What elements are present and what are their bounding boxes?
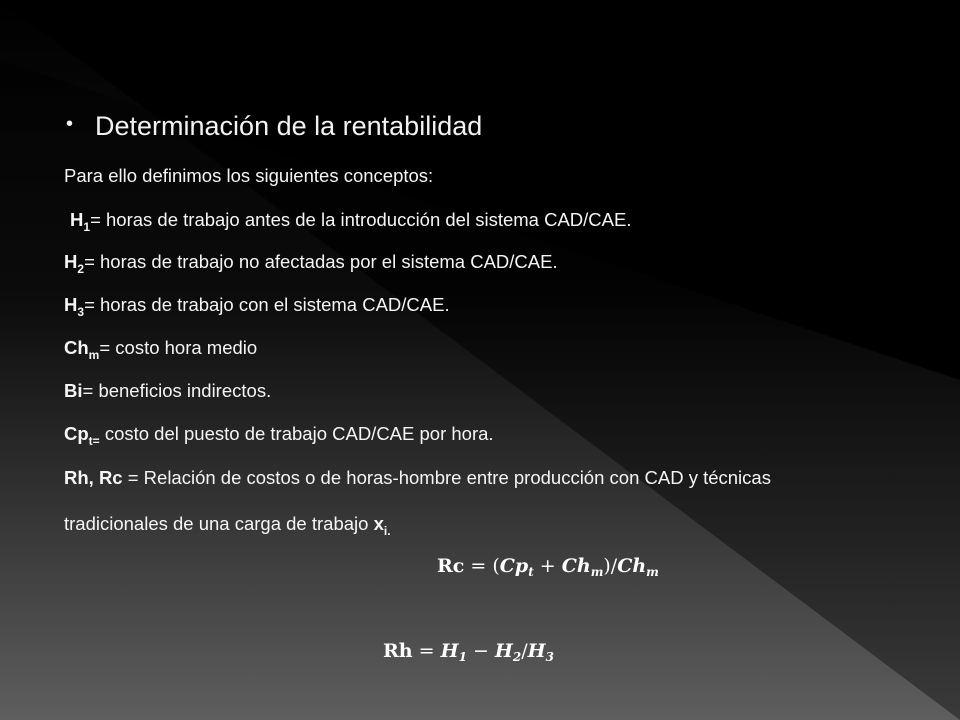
formula-op: / <box>521 640 528 662</box>
formula-term: Ch <box>617 555 647 577</box>
formula-subscript: 3 <box>545 650 554 664</box>
definition-bi <box>64 379 271 403</box>
definition-subscript: 3 <box>77 305 85 319</box>
definition-h3 <box>64 293 450 317</box>
formula-subscript: m <box>646 565 659 579</box>
definition-rh-rc <box>64 466 771 490</box>
definition-text: = costo hora medio <box>99 337 258 358</box>
definition-h2 <box>64 250 558 274</box>
definition-continuation <box>64 512 391 536</box>
definition-symbol: Bi <box>64 380 83 401</box>
definition-symbol: Ch <box>64 337 89 358</box>
formula-subscript: m <box>590 565 604 579</box>
definition-text: = horas de trabajo antes de la introducción del sistema CAD/CAE. <box>90 209 632 230</box>
definition-text: = beneficios indirectos. <box>82 380 272 401</box>
definition-symbol: Rh, Rc <box>64 467 123 488</box>
definition-symbol: H <box>64 294 78 315</box>
definition-symbol: H <box>70 209 84 230</box>
definition-subscript: 2 <box>77 262 85 276</box>
definition-text: costo del puesto de trabajo CAD/CAE por hora. <box>99 423 494 444</box>
definition-subscript: t= <box>88 434 100 448</box>
definition-symbol: Cp <box>64 423 89 444</box>
formula-op: + <box>533 555 562 577</box>
formula-term: H <box>494 640 513 662</box>
formula-op: )/ <box>603 555 618 577</box>
formula-lhs: Rh <box>383 640 413 662</box>
continuation-subscript: i. <box>383 524 391 538</box>
continuation-symbol: x <box>373 513 384 534</box>
formula-op: − <box>466 640 495 662</box>
definition-subscript: 1 <box>83 220 91 234</box>
formula-op: = ( <box>464 555 500 577</box>
heading-bullet <box>66 106 482 146</box>
definition-text: = Relación de costos o de horas-hombre entre producción con CAD y técnicas <box>122 467 771 488</box>
formula-term: Cp <box>499 555 529 577</box>
formula-term: H <box>440 640 459 662</box>
definition-chm <box>64 336 257 360</box>
formula-subscript: 2 <box>512 650 522 664</box>
bullet-glyph: • <box>66 113 74 135</box>
definition-symbol: H <box>64 251 78 272</box>
formula-op: = <box>412 640 441 662</box>
definition-text: = horas de trabajo no afectadas por el sistema CAD/CAE. <box>84 251 558 272</box>
formula-rc <box>437 555 659 577</box>
definition-text: = horas de trabajo con el sistema CAD/CAE. <box>84 294 450 315</box>
formula-subscript: 1 <box>458 650 467 664</box>
formula-rh <box>383 640 554 662</box>
definition-h1 <box>70 208 631 232</box>
continuation-text: tradicionales de una carga de trabajo <box>64 513 374 534</box>
formula-term: Ch <box>561 555 591 577</box>
formula-lhs: Rc <box>437 555 465 577</box>
slide-heading: Determinación de la rentabilidad <box>95 111 483 141</box>
definition-subscript: m <box>88 348 100 362</box>
definition-cpt <box>64 422 494 446</box>
formula-term: H <box>527 640 546 662</box>
formula-subscript: t <box>528 565 534 579</box>
intro-text: Para ello definimos los siguientes conceptos: <box>64 165 434 186</box>
